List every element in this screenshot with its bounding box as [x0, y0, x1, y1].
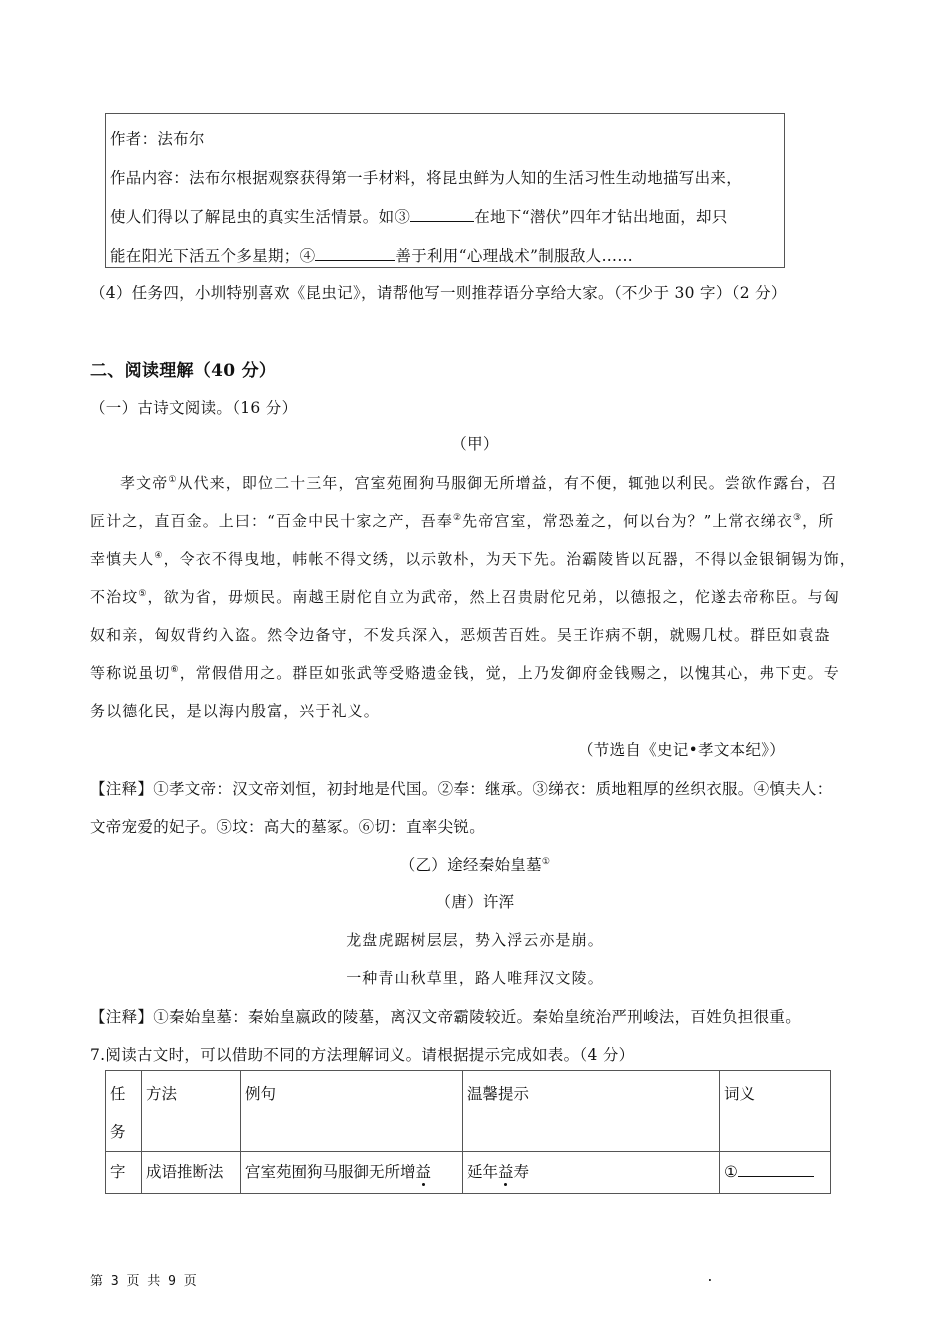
answer-blank-3[interactable] [410, 207, 474, 222]
jia-line-2: 匠计之，直百金。上曰：“百金中民十家之产，吾奉②先帝宫室，常恐羞之，何以台为？”上常衣绨衣③，所 [90, 512, 835, 530]
box-content-line-1: 作品内容：法布尔根据观察获得第一手材料，将昆虫鲜为人知的生活习性生动地描写出来， [110, 169, 743, 187]
jia-line-4: 不治坟⑤，欲为省，毋烦民。南越王尉佗自立为武帝，然上召贵尉佗兄弟，以德报之，佗遂去帝称臣。与匈 [90, 588, 840, 606]
emphasis-dot: 益 [415, 1163, 432, 1181]
box-content-line-3: 能在阳光下活五个多星期；④ 善于利用“心理战术”制服敌人…… [110, 247, 634, 265]
row-method: 成语推断法 [142, 1152, 241, 1194]
footer-dot: . [706, 1270, 714, 1285]
header-method: 方法 [142, 1071, 241, 1152]
jia-line-7: 务以德化民，是以海内殷富，兴于礼义。 [90, 702, 380, 720]
row-example: 宫室苑囿狗马服御无所增益 [241, 1152, 463, 1194]
jia-line-6: 等称说虽切⑥，常假借用之。群臣如张武等受赂遗金钱，觉，上乃发御府金钱赐之，以愧其心，弗下吏。专 [90, 664, 840, 682]
emphasis-dot: 益 [498, 1163, 514, 1181]
jia-line-1: 孝文帝①从代来，即位二十三年，宫室苑囿狗马服御无所增益，有不便，辄弛以利民。尝欲作露台，召 [120, 474, 838, 492]
note-1-line-2: 文帝宠爱的妃子。⑤坟：高大的墓冢。⑥切：直率尖锐。 [90, 818, 486, 836]
header-meaning: 词义 [720, 1071, 831, 1152]
page-number: 第 3 页 共 9 页 [90, 1274, 197, 1289]
header-example: 例句 [241, 1071, 463, 1152]
table-row [106, 1152, 831, 1194]
row-hint: 延年益寿 [463, 1152, 720, 1194]
subsection-1-heading: （一）古诗文阅读。（16 分） [90, 399, 298, 417]
section-2-heading: 二、阅读理解（40 分） [90, 361, 277, 381]
box-author: 作者：法布尔 [110, 130, 205, 148]
jia-line-5: 奴和亲，匈奴背约入盗。然令边备守，不发兵深入，恶烦苦百姓。吴王诈病不朝，就赐几杖。群臣如袁盎 [90, 626, 831, 644]
question-7: 7.阅读古文时，可以借助不同的方法理解词义。请根据提示完成如表。（4 分） [90, 1046, 635, 1064]
task-4-prompt: （4）任务四，小圳特别喜欢《昆虫记》，请帮他写一则推荐语分享给大家。（不少于 30 字）（2 分） [90, 284, 787, 302]
header-hint: 温馨提示 [463, 1071, 720, 1152]
poem-line-2: 一种青山秋草里，路人唯拜汉文陵。 [346, 969, 604, 987]
note-1-line-1: 【注释】①孝文帝：汉文帝刘恒，初封地是代国。②奉：继承。③绨衣：质地粗厚的丝织衣服。④慎夫人： [90, 780, 833, 798]
yi-poem-author: （唐）许浑 [435, 893, 515, 911]
yi-poem-title: （乙）途经秦始皇墓① [399, 856, 551, 874]
book-info-box [105, 113, 785, 268]
header-task: 任 务 [106, 1071, 142, 1152]
answer-blank-meaning-1[interactable] [738, 1162, 814, 1177]
note-2: 【注释】①秦始皇墓：秦始皇嬴政的陵墓，离汉文帝霸陵较近。秦始皇统治严刑峻法，百姓负担很重。 [90, 1008, 802, 1026]
vocabulary-table [105, 1070, 831, 1194]
source-citation: （节选自《史记•孝文本纪》） [578, 741, 786, 759]
answer-blank-4[interactable] [315, 246, 395, 261]
row-task: 字 [106, 1152, 142, 1194]
table-header-row [106, 1071, 831, 1152]
row-meaning: ① [720, 1152, 831, 1194]
box-content-line-2: 使人们得以了解昆虫的真实生活情景。如③ 在地下“潜伏”四年才钻出地面，却只 [110, 208, 728, 226]
jia-line-3: 幸慎夫人④，令衣不得曳地，帏帐不得文绣，以示敦朴，为天下先。治霸陵皆以瓦器，不得以金银铜锡为饰， [90, 550, 856, 568]
poem-line-1: 龙盘虎踞树层层，势入浮云亦是崩。 [346, 931, 604, 949]
jia-label: （甲） [451, 435, 499, 453]
